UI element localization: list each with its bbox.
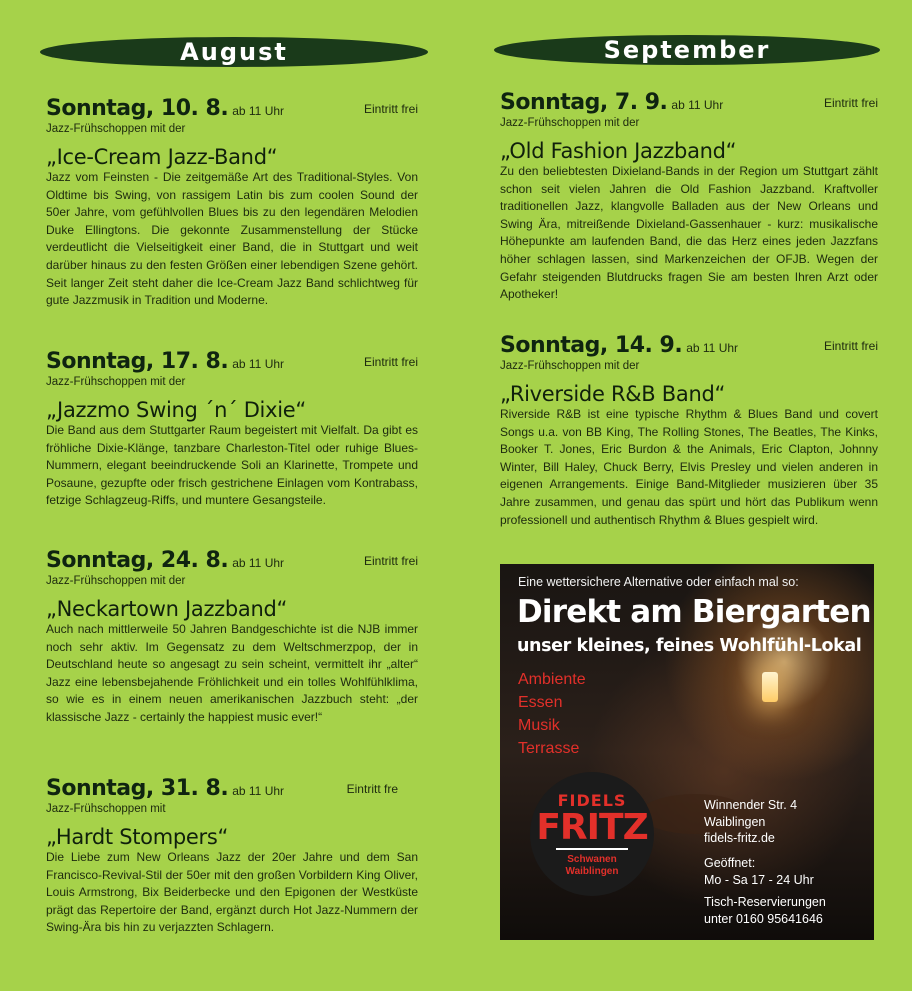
event-description: Auch nach mittlerweile 50 Jahren Bandgeschichte ist die NJB immer noch sehr aktiv. Im Gegensatz zu dem Weltschmerzpop, der in Deutschland heute so angesagt zu sein scheint, vermittelt ihr „alter“ Jazz eine lebensbejahende Fröhlichkeit und ein tolles Wohlfühlklima, so wie es in einem neuen amerikanischen Jazzbuch steht: „der klassische Jazz - certainly the happiest music ever!“ xyxy=(46,622,418,724)
event-header xyxy=(46,548,418,574)
restaurant-advertisement xyxy=(500,564,874,940)
event-entry: Eintritt frei xyxy=(363,355,418,369)
event-entry: Eintritt frei xyxy=(823,96,878,110)
ad-address xyxy=(704,797,797,847)
event-description: Zu den beliebtesten Dixieland-Bands in der Region um Stuttgart zählt schon seit vielen Jahren die Old Fashion Jazzband. Kraftvoller traditionellen Jazz, klangvolle Balladen aus der New Orleans und Swing Ära, mitreißende Dixieland-Gassenhauer - kurz: musikalische Höhepunkte am laufenden Band, die das Herz eines jeden Jazzfans höher schlagen lassen, sind Markenzeichen der OFJB. Wegen der Gefahr steigenden Blutdrucks fragen Sie am besten Ihren Arzt oder Apotheker! xyxy=(500,164,878,302)
event-august-24 xyxy=(46,548,418,727)
event-description: Riverside R&B ist eine typische Rhythm & Blues Band und covert Songs u.a. von BB King, The Rolling Stones, The Beatles, The Kinks, Booker T. Jones, Eric Burdon & the Animals, Eric Clapton, Johnny Winter, Bill Haley, Chuck Berry, Elvis Presley und vielen anderen in eigenen Arrangements. Einige Band-Mitglieder musizieren über 35 Jahre zusammen, und genau das spürt und hört das Publikum wenn professionell und authentisch Rhythm & Blues gespielt wird. xyxy=(500,407,878,527)
reservation-label: Tisch-Reservierungen xyxy=(704,895,826,909)
event-subtitle: Jazz-Frühschoppen mit der xyxy=(500,360,640,372)
event-time: ab 11 Uhr xyxy=(686,341,739,355)
event-header xyxy=(500,90,878,116)
event-entry: Eintritt frei xyxy=(823,339,878,353)
logo-divider xyxy=(556,848,628,850)
fidels-fritz-logo xyxy=(530,772,654,896)
ad-intro: Eine wettersichere Alternative oder einfach mal so: xyxy=(518,575,799,589)
event-header xyxy=(46,349,418,375)
event-header xyxy=(500,333,878,359)
address-street: Winnender Str. 4 xyxy=(704,798,798,812)
event-subtitle: Jazz-Frühschoppen mit der xyxy=(46,123,186,135)
event-september-7 xyxy=(500,90,878,304)
ad-feature: Ambiente xyxy=(518,671,586,688)
event-august-31 xyxy=(46,776,418,937)
ad-opening-hours xyxy=(704,855,814,888)
event-header xyxy=(46,96,418,122)
ad-headline: Direkt am Biergarten xyxy=(517,594,871,630)
address-city: Waiblingen xyxy=(704,814,766,829)
event-date: Sonntag, 10. 8. xyxy=(46,96,229,121)
event-time: ab 11 Uhr xyxy=(232,556,285,570)
event-date: Sonntag, 14. 9. xyxy=(500,333,683,358)
event-band-name: „Riverside R&B Band“ xyxy=(500,382,726,406)
event-date: Sonntag, 7. 9. xyxy=(500,90,668,115)
event-date: Sonntag, 31. 8. xyxy=(46,776,229,801)
event-entry: Eintritt frei xyxy=(363,102,418,116)
event-september-14 xyxy=(500,333,878,529)
reservation-phone: unter 0160 95641646 xyxy=(704,911,823,926)
event-time: ab 11 Uhr xyxy=(671,98,724,112)
event-time: ab 11 Uhr xyxy=(232,104,285,118)
opening-times: Mo - Sa 17 - 24 Uhr xyxy=(704,872,814,887)
event-band-name: „Ice-Cream Jazz-Band“ xyxy=(46,145,278,169)
ad-feature: Terrasse xyxy=(518,740,580,757)
logo-bottom-text: Schwanen xyxy=(567,853,617,865)
logo-main-text: FRITZ xyxy=(536,806,648,848)
event-entry: Eintritt frei xyxy=(363,554,418,568)
event-band-name: „Hardt Stompers“ xyxy=(46,825,229,849)
event-subtitle: Jazz-Frühschoppen mit der xyxy=(46,575,186,587)
event-band-name: „Jazzmo Swing ´n´ Dixie“ xyxy=(46,398,306,422)
event-description: Die Band aus dem Stuttgarter Raum begeistert mit Vielfalt. Da gibt es fröhliche Dixie-Klänge, tanzbare Charleston-Titel oder ruhige Blues-Nummern, elegant beeindruckende Soli an Klarinette, Trompete und Posaune, gezupfte oder frisch gestrichene Einlagen vom Kontrabass, fetzige Schlagzeug-Riffs, und muntere Gesangsteile. xyxy=(46,423,418,508)
event-date: Sonntag, 24. 8. xyxy=(46,548,229,573)
logo-bottom-text: Waiblingen xyxy=(565,865,619,877)
opening-label: Geöffnet: xyxy=(704,856,756,870)
event-band-name: „Neckartown Jazzband“ xyxy=(46,597,288,621)
event-band-name: „Old Fashion Jazzband“ xyxy=(500,139,737,163)
month-banner-august xyxy=(40,37,428,67)
event-time: ab 11 Uhr xyxy=(232,784,285,798)
ad-feature-list xyxy=(518,668,586,760)
event-description: Die Liebe zum New Orleans Jazz der 20er Jahre und dem San Francisco-Revival-Stil der 50er mit den großen Vorbildern King Oliver, Louis Armstrong, Bix Beiderbecke und den Epigonen der Westküste prägt das Repertoire der Band, ergänzt durch Hot Jazz-Nummern der Swing-Ära bis hin zu verjazzten Schlagern. xyxy=(46,850,418,935)
logo-top-text: FIDELS xyxy=(557,790,627,810)
address-website: fidels-fritz.de xyxy=(704,831,775,845)
event-subtitle: Jazz-Frühschoppen mit der xyxy=(500,117,640,129)
event-time: ab 11 Uhr xyxy=(232,357,285,371)
event-subtitle: Jazz-Frühschoppen mit der xyxy=(46,376,186,388)
month-title-august: August xyxy=(180,38,288,66)
lantern-image xyxy=(762,672,778,702)
event-date: Sonntag, 17. 8. xyxy=(46,349,229,374)
ad-reservation xyxy=(704,894,826,927)
event-subtitle: Jazz-Frühschoppen mit xyxy=(46,803,166,815)
month-title-september: September xyxy=(603,36,771,64)
event-august-17 xyxy=(46,349,418,510)
event-entry: Eintritt fre xyxy=(346,782,398,796)
event-august-10 xyxy=(46,96,418,310)
ad-feature: Essen xyxy=(518,694,563,711)
ad-subline: unser kleines, feines Wohlfühl-Lokal xyxy=(517,636,862,656)
event-header xyxy=(46,776,398,802)
event-description: Jazz vom Feinsten - Die zeitgemäße Art des Traditional-Styles. Von Oldtime bis Swing, von rassigem Latin bis zum coolen Sound der 50er Jahre, vom gefühlvollen Blues bis zu den legendären Melodien Duke Ellingtons. Die gekonnte Zusammenstellung der Stücke verdeutlicht die Vielseitigkeit einer Band, die in Stuttgart und weit darüber hinaus zu den festen Größen einer lebendigen Szene gehört. Seit langer Zeit steht daher die Ice-Cream Jazz Band schlichtweg für gute Jazzmusik in Tradition und Moderne. xyxy=(46,170,418,308)
month-banner-september xyxy=(494,35,880,65)
ad-feature: Musik xyxy=(518,717,560,734)
